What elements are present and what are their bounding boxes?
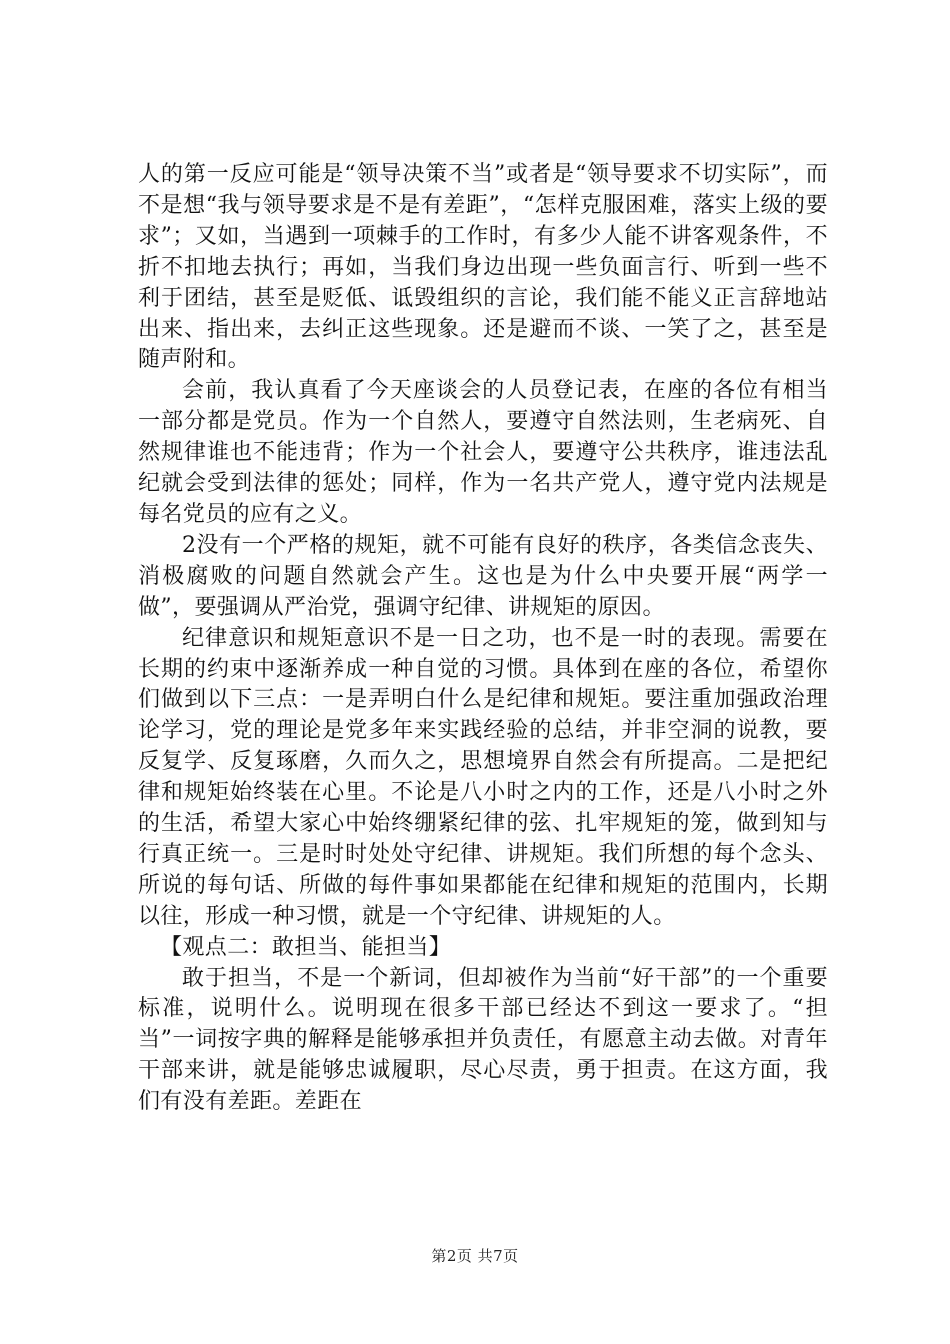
page-footer — [0, 1245, 950, 1266]
section-heading: 【观点二：敢担当、能担当】 — [160, 934, 452, 960]
page-number-label: 第2页 共7页 — [431, 1247, 519, 1265]
paragraph: 会前，我认真看了今天座谈会的人员登记表，在座的各位有相当一部分都是党员。作为一个自然人，要遵守自然法则，生老病死、自然规律谁也不能违背；作为一个社会人，要遵守公共秩序，谁违法乱纪就会受到法律的惩处；同样，作为一名共产党人，遵守党内法规是每名党员的应有之义。 — [138, 378, 828, 527]
paragraph: 2没有一个严格的规矩，就不可能有良好的秩序，各类信念丧失、消极腐败的问题自然就会产生。这也是为什么中央要开展“两学一做”，要强调从严治党，强调守纪律、讲规矩的原因。 — [138, 532, 828, 620]
paragraph: 纪律意识和规矩意识不是一日之功，也不是一时的表现。需要在长期的约束中逐渐养成一种自觉的习惯。具体到在座的各位，希望你们做到以下三点：一是弄明白什么是纪律和规矩。要注重加强政治理论学习，党的理论是党多年来实践经验的总结，并非空洞的说教，要反复学、反复琢磨，久而久之，思想境界自然会有所提高。二是把纪律和规矩始终装在心里。不论是八小时之内的工作，还是八小时之外的生活，希望大家心中始终绷紧纪律的弦、扎牢规矩的笼，做到知与行真正统一。三是时时处处守纪律、讲规矩。我们所想的每个念头、所说的每句话、所做的每件事如果都能在纪律和规矩的范围内，长期以往，形成一种习惯，就是一个守纪律、讲规矩的人。 — [138, 625, 828, 929]
paragraph: 敢于担当，不是一个新词，但却被作为当前“好干部”的一个重要标准，说明什么。说明现在很多干部已经达不到这一要求了。“担当”一词按字典的解释是能够承担并负责任，有愿意主动去做。对青年干部来讲，就是能够忠诚履职，尽心尽责，勇于担责。在这方面，我们有没有差距。差距在 — [138, 965, 828, 1115]
document-body — [138, 160, 828, 1118]
paragraph: 人的第一反应可能是“领导决策不当”或者是“领导要求不切实际”，而不是想“我与领导要求是不是有差距”，“怎样克服困难，落实上级的要求”；又如，当遇到一项棘手的工作时，有多少人能不讲客观条件，不折不扣地去执行；再如，当我们身边出现一些负面言行、听到一些不利于团结，甚至是贬低、诋毁组织的言论，我们能不能义正言辞地站出来、指出来，去纠正这些现象。还是避而不谈、一笑了之，甚至是随声附和。 — [138, 162, 828, 373]
